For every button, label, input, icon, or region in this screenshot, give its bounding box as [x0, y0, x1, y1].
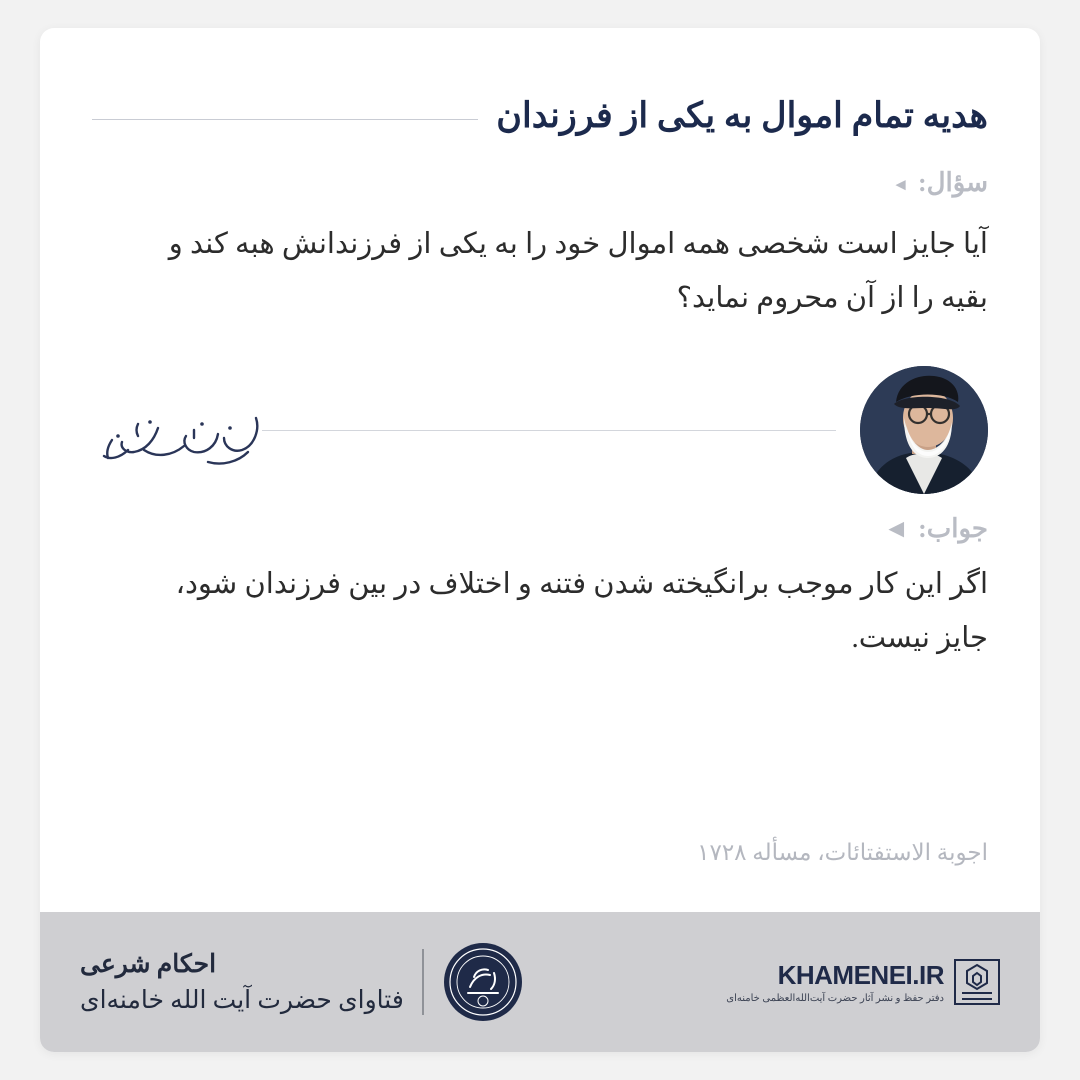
- answer-text: اگر این کار موجب برانگیخته شدن فتنه و اختلاف در بین فرزندان شود، جایز نیست.: [175, 568, 988, 654]
- answer-label-text: جواب:: [918, 514, 988, 543]
- question-label-text: سؤال:: [918, 168, 988, 197]
- footer-title-line1: احکام شرعی: [80, 951, 217, 978]
- seal-icon: [444, 943, 522, 1021]
- khamenei-logo[interactable]: [726, 959, 1000, 1005]
- page-title: هدیه تمام اموال به یکی از فرزندان: [496, 96, 988, 135]
- footer-title-line2: فتاوای حضرت آیت الله خامنه‌ای: [80, 987, 404, 1014]
- title-row: [92, 86, 988, 146]
- question-text: آیا جایز است شخصی همه اموال خود را به یکی از فرزندانش هبه کند و بقیه را از آن محروم نماید؟: [168, 228, 988, 314]
- khamenei-wordmark: [726, 960, 944, 1004]
- khamenei-brand-subtext: دفتر حفظ و نشر آثار حضرت آیت‌الله‌العظمی خامنه‌ای: [726, 993, 944, 1004]
- khamenei-logo-icon: [954, 959, 1000, 1005]
- source-citation: اجوبة الاستفتائات، مسأله ۱۷۲۸: [697, 840, 988, 865]
- answer-divider: [262, 430, 836, 431]
- fatwa-card: [40, 28, 1040, 1052]
- bullet-icon: ◄: [892, 174, 909, 194]
- bismillah-calligraphy: [98, 400, 268, 480]
- answer-label: [883, 514, 988, 544]
- question-label: [892, 168, 988, 198]
- footer-brand-block: [80, 943, 522, 1021]
- khamenei-brand-text: KHAMENEI.IR: [777, 960, 944, 990]
- title-divider: [92, 119, 478, 120]
- footer: [40, 912, 1040, 1052]
- footer-titles: [80, 949, 424, 1015]
- avatar: [860, 366, 988, 494]
- bullet-icon: ◄: [883, 514, 910, 543]
